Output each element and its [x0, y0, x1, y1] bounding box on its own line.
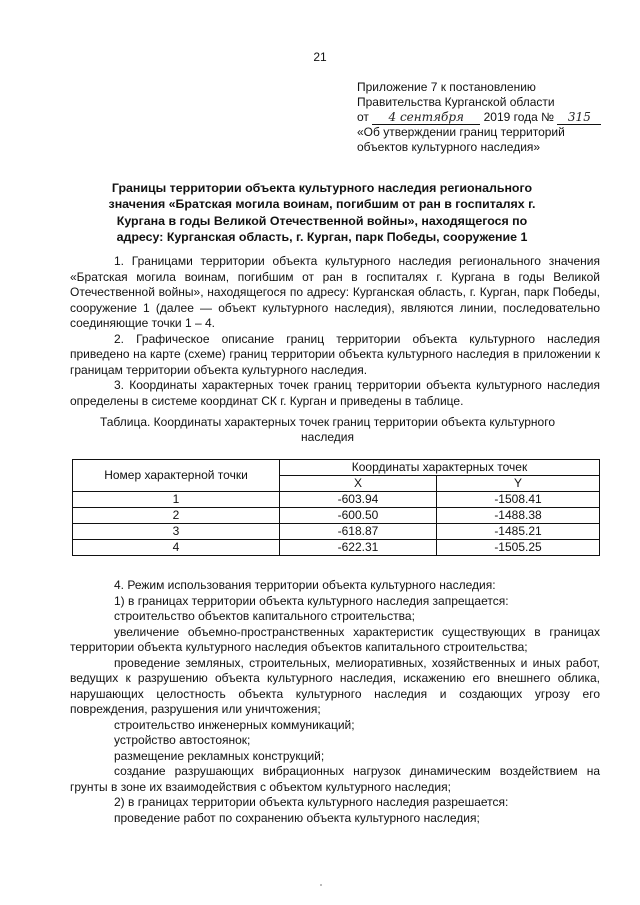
- regime-item: строительство объектов капитального строительства;: [114, 609, 415, 623]
- header-y: Y: [437, 476, 600, 492]
- regime-item: устройство автостоянок;: [114, 733, 251, 747]
- appendix-line-5: объектов культурного наследия»: [357, 140, 541, 154]
- regime-section: [70, 578, 600, 826]
- header-point-number: Номер характерной точки: [73, 460, 280, 492]
- coord-y: -1485.21: [437, 524, 600, 540]
- point-number: 4: [73, 540, 280, 556]
- table-row: [73, 524, 600, 540]
- appendix-header: [357, 80, 627, 155]
- point-number: 1: [73, 492, 280, 508]
- appendix-line-2: Правительства Курганской области: [357, 95, 555, 109]
- point-number: 3: [73, 524, 280, 540]
- coord-x: -600.50: [280, 508, 437, 524]
- header-x: X: [280, 476, 437, 492]
- coord-y: -1505.25: [437, 540, 600, 556]
- paragraph-2: 2. Графическое описание границ территории объекта культурного наследия приведено на карте (схеме) границ территории объекта культурного наследия в приложении к границам территории объекта культурного наследия.: [70, 331, 600, 377]
- point-number: 2: [73, 508, 280, 524]
- body-paragraphs: [70, 254, 600, 409]
- handwritten-number: 315: [557, 111, 601, 125]
- regime-item: проведение работ по сохранению объекта культурного наследия;: [114, 810, 480, 825]
- appendix-line-4: «Об утверждении границ территорий: [357, 125, 565, 139]
- paragraph-3: 3. Координаты характерных точек границ территории объекта культурного наследия определены в системе координат СК г. Курган и приведены в таблице.: [70, 378, 600, 408]
- regime-item: 4. Режим использования территории объекта культурного наследия:: [114, 578, 496, 592]
- paragraph-1: 1. Границами территории объекта культурного наследия регионального значения «Братская могила воинам, погибшим от ран в госпиталях г. Кургана в годы Великой Отечественной войны», находящегося по адресу: Курганская область, г. Курган, парк Победы, сооружение 1 (далее — объект культурного наследия), являются линии, последовательно соединяющие точки 1 – 4.: [70, 254, 600, 330]
- coord-x: -618.87: [280, 524, 437, 540]
- regime-item: строительство инженерных коммуникаций;: [114, 717, 355, 732]
- header-coordinates: Координаты характерных точек: [280, 460, 600, 476]
- regime-item: создание разрушающих вибрационных нагрузок динамическим воздействием на грунты в зоне их взаимодействия с объектом культурного наследия;: [70, 764, 600, 794]
- appendix-line-1: Приложение 7 к постановлению: [357, 80, 536, 94]
- table-row: [73, 492, 600, 508]
- coord-y: -1488.38: [437, 508, 600, 524]
- scan-speck: [320, 884, 322, 886]
- table-row: [73, 508, 600, 524]
- table-header-row: [73, 460, 600, 476]
- appendix-date-line: [357, 110, 627, 125]
- table-caption: Таблица. Координаты характерных точек границ территории объекта культурного наследия: [99, 415, 556, 444]
- document-title: Границы территории объекта культурного наследия регионального значения «Братская могила воинам, погибшим от ран в госпиталях г. Кургана в годы Великой Отечественной войны», находящегося по адресу: Курганская область, г. Курган, парк Победы, сооружение 1: [108, 181, 536, 245]
- page-number: 21: [313, 50, 327, 64]
- regime-item: 2) в границах территории объекта культурного наследия разрешается:: [114, 795, 509, 809]
- appendix-from: от: [357, 110, 369, 124]
- regime-item: проведение земляных, строительных, мелиоративных, хозяйственных и иных работ, ведущих к разрушению объекта культурного наследия, искажению его внешнего облика, нарушающих целостность объекта культурного наследия и создающих угрозу его повреждения, разрушения или уничтожения;: [70, 655, 600, 716]
- handwritten-date: 4 сентября: [372, 111, 480, 125]
- regime-item: 1) в границах территории объекта культурного наследия запрещается:: [114, 593, 509, 608]
- regime-item: увеличение объемно-пространственных характеристик существующих в границах территории объекта культурного наследия объектов капитального строительства;: [70, 624, 600, 654]
- coord-y: -1508.41: [437, 492, 600, 508]
- table-row: [73, 540, 600, 556]
- coord-x: -622.31: [280, 540, 437, 556]
- coord-x: -603.94: [280, 492, 437, 508]
- regime-item: размещение рекламных конструкций;: [114, 748, 325, 763]
- coordinates-table: [72, 459, 600, 556]
- appendix-year: 2019 года №: [483, 110, 555, 124]
